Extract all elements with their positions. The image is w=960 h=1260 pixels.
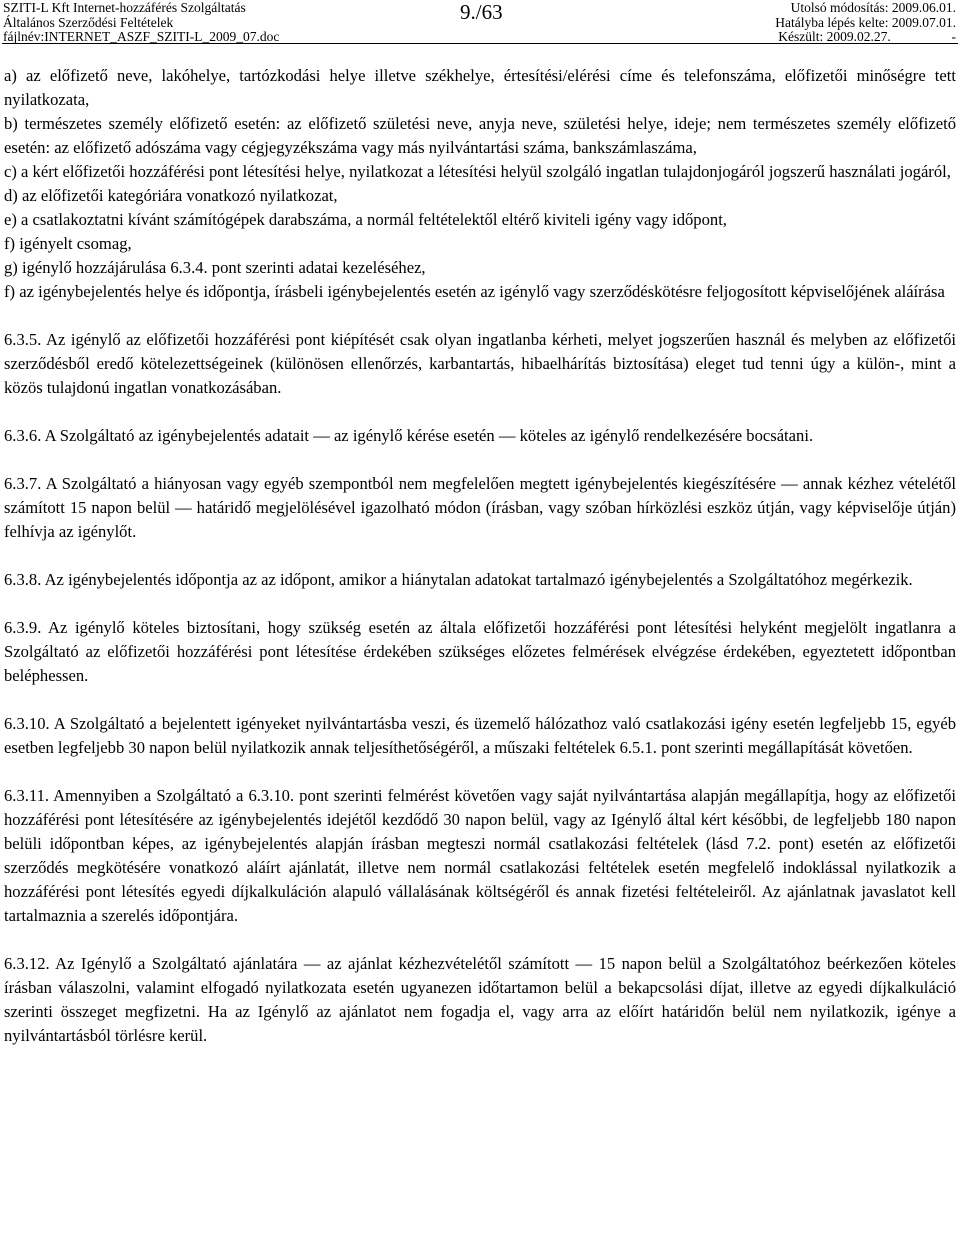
document-header [0,0,960,44]
list-item-f2: f) az igénybejelentés helye és időpontja, írásbeli igénybejelentés esetén az igénylő vagy szerződéskötésre feljogosított képviselőjének aláírása [4,282,945,301]
section-6-3-7: 6.3.7. A Szolgáltató a hiányosan vagy egyéb szempontból nem megfelelően megtett igénybejelentés kiegészítésére — annak kézhez vételétől számított 15 napon belül — határidő megjelölésével igazolható módon (írásban, vagy szóban hírközlési eszköz útján, vagy képviselője útján) felhívja az igénylőt. [4,474,956,541]
section-6-3-8: 6.3.8. Az igénybejelentés időpontja az az időpont, amikor a hiánytalan adatokat tartalmazó igénybejelentés a Szolgáltatóhoz megérkezik. [4,570,913,589]
list-item-f: f) igényelt csomag, [4,234,132,253]
list-item-b: b) természetes személy előfizető esetén: az előfizető születési neve, anyja neve, születési helye, ideje; nem természetes személy előfizető esetén: az előfizető adószáma vagy cégjegyzékszáma vagy más nyilvántartási száma, bankszámlaszáma, [4,114,956,157]
section-6-3-12: 6.3.12. Az Igénylő a Szolgáltató ajánlatára — az ajánlat kézhezvételétől számított — 15 napon belül a Szolgáltatóhoz beérkezően köteles írásban válaszolni, valamint elfogadó nyilatkozata esetén ugyanezen időtartamon belül a bekapcsolási díjat, illetve az egyedi díjkalkuláció szerinti összeget megfizetni. Ha az Igénylő az ajánlatot nem fogadja el, vagy arra az előírt határidőn belül nem nyilatkozik, igénye a nyilvántartásból törlésre kerül. [4,954,956,1045]
file-name: fájlnév:INTERNET_ASZF_SZITI-L_2009_07.doc [3,29,280,44]
page-number: 9./63 [460,0,503,24]
list-item-c: c) a kért előfizetői hozzáférési pont létesítési helye, nyilatkozat a létesítési helyül szolgáló ingatlan tulajdonjogáról jogszerű használati jogáról, [4,162,951,181]
section-6-3-11: 6.3.11. Amennyiben a Szolgáltató a 6.3.10. pont szerinti felmérést követően vagy saját nyilvántartása alapján megállapítja, hogy az előfizetői hozzáférési pont létesítésére az igénybejelentés idejétől kezdődő 30 napon belül, vagy az Igénylő által kért későbbi, de legfeljebb 180 napon belüli időpontban képes, az igénybejelentés alapján írásban megteszi normál csatlakozási feltételek (lásd 7.2. pont) esetén az előfizetői szerződés megkötésére vonatkozó aláírt ajánlatát, illetve nem normál csatlakozási feltételek esetén megfelelő indoklással nyilatkozik a hozzáférési pont létesítés egyedi díjkalkuláción alapuló vállalásának költségéről és annak fizetési feltételeiről. Az ajánlatnak javaslatot kell tartalmaznia a szerelés időpontjára. [4,786,956,925]
list-item-a: a) az előfizető neve, lakóhelye, tartózkodási helye illetve székhelye, értesítési/elérési címe és telefonszáma, előfizetői minőségre tett nyilatkozata, [4,66,956,109]
last-modified: Utolsó módosítás: 2009.06.01. [790,0,956,15]
header-right [775,1,956,45]
list-item-e: e) a csatlakoztatni kívánt számítógépek darabszáma, a normál feltételektől eltérő kiviteli igény vagy időpont, [4,210,727,229]
created-date: Készült: 2009.02.27. [778,29,891,44]
list-item-g: g) igénylő hozzájárulása 6.3.4. pont szerinti adatai kezeléséhez, [4,258,426,277]
document-body [4,64,956,1048]
header-left [3,1,279,45]
header-divider [2,43,958,44]
section-6-3-5: 6.3.5. Az igénylő az előfizetői hozzáférési pont kiépítését csak olyan ingatlanba kérheti, melyet jogszerűen használ és melyben az előfizetői szerződésből eredő kötelezettségeinek (különösen ellenőrzés, karbantartás, hibaelhárítás biztosítása) eleget tud tenni úgy a külön-, mint a közös tulajdonú ingatlan vonatkozásában. [4,330,956,397]
header-dash: - [951,29,956,44]
section-6-3-10: 6.3.10. A Szolgáltató a bejelentett igényeket nyilvántartásba veszi, és üzemelő hálózathoz való csatlakozási igény esetén legfeljebb 15, egyéb esetben legfeljebb 30 napon belül nyilatkozik annak teljesíthetőségéről, a műszaki feltételek 6.5.1. pont szerinti megállapítását követően. [4,714,956,757]
list-item-d: d) az előfizetői kategóriára vonatkozó nyilatkozat, [4,186,338,205]
document-title: Általános Szerződési Feltételek [3,14,174,30]
section-6-3-6: 6.3.6. A Szolgáltató az igénybejelentés adatait — az igénylő kérése esetén — köteles az igénylő rendelkezésére bocsátani. [4,426,814,445]
section-6-3-9: 6.3.9. Az igénylő köteles biztosítani, hogy szükség esetén az általa előfizetői hozzáférési pont létesítési helyként megjelölt ingatlanra a Szolgáltató az előfizetői hozzáférési pont létesítése érdekében szükséges előzetes felmérések elvégzése érdekében, egyeztetett időpontban beléphessen. [4,618,956,685]
effective-date: Hatályba lépés kelte: 2009.07.01. [775,14,956,30]
provider-name: SZITI-L Kft Internet-hozzáférés Szolgáltatás [3,0,246,15]
